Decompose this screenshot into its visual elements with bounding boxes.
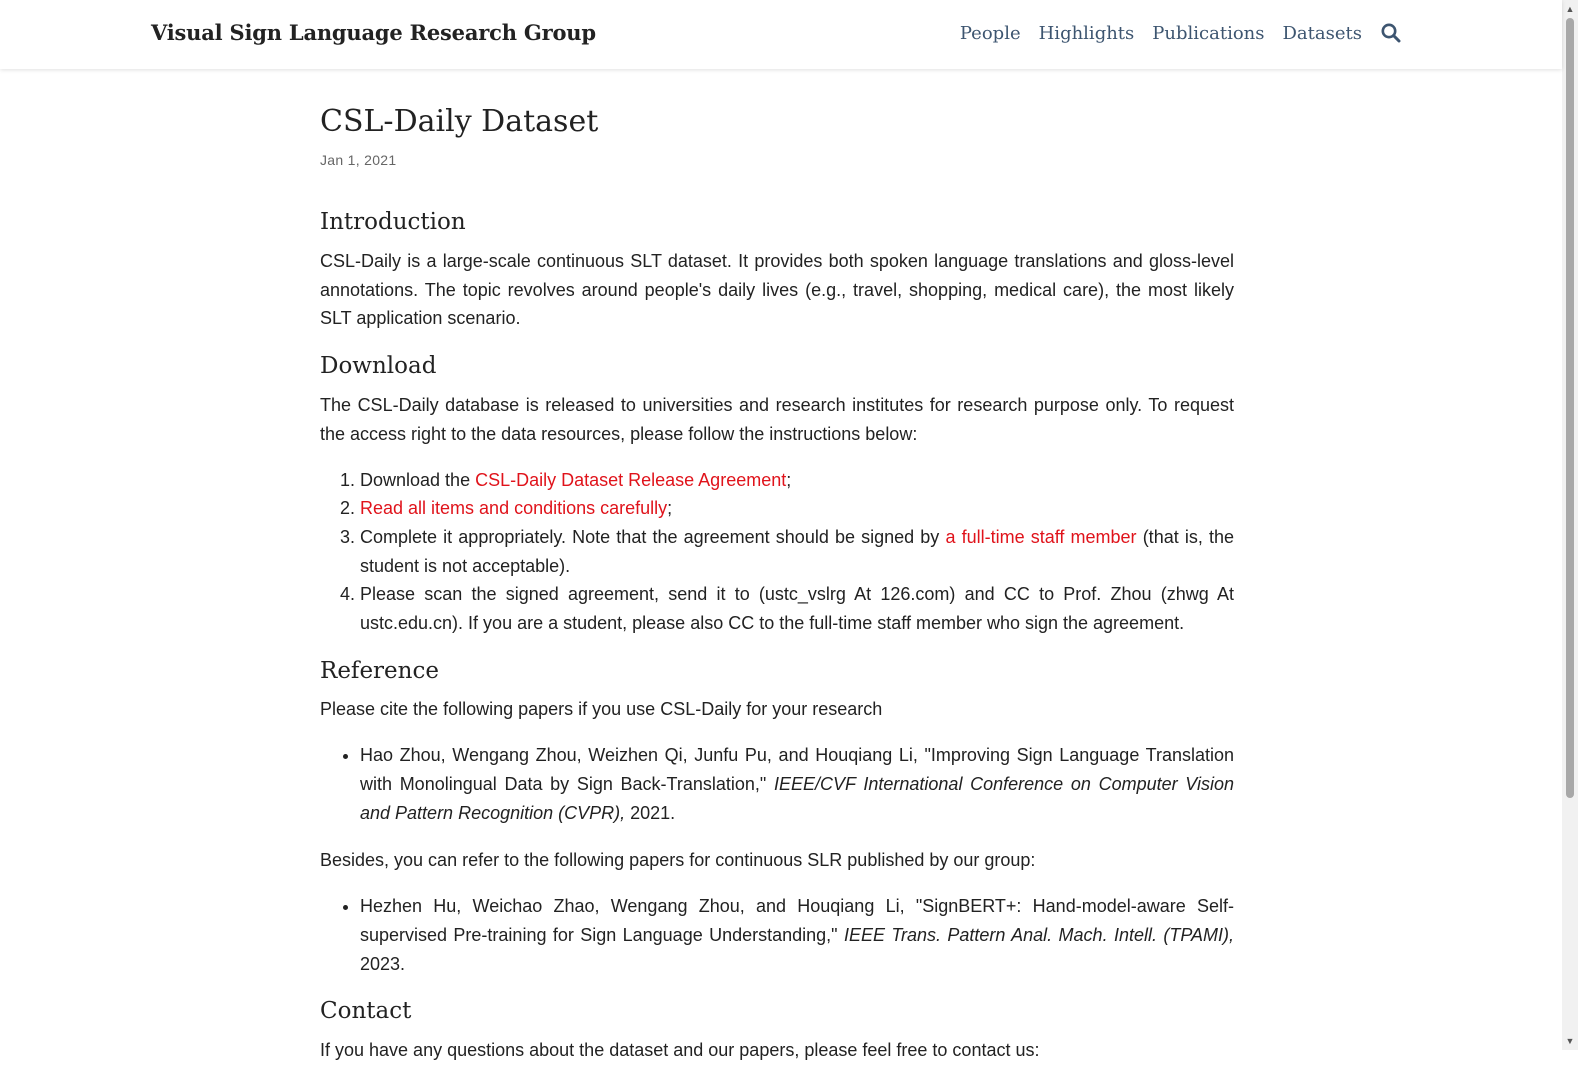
page-title: CSL-Daily Dataset (320, 104, 599, 139)
paper-authors: Hao Zhou, Wengang Zhou, Weizhen Qi, Junfu Pu, and Houqiang Li, "Improving Sign Language Translation with Monolingual Data by Sign Back-Translation," (360, 745, 1234, 795)
step-text: Download the (360, 469, 476, 490)
step-text: ; (786, 469, 792, 490)
paper-year: 2021. (625, 802, 676, 823)
nav-links (960, 22, 1402, 44)
reference-paragraph: Please cite the following papers if you use CSL-Daily for your research (320, 698, 883, 719)
scrollbar[interactable] (1562, 0, 1578, 1050)
reference-list (320, 741, 1234, 827)
paper-year: 2023. (360, 953, 406, 974)
download-steps (320, 466, 1234, 638)
nav-link-datasets[interactable]: Datasets (1282, 22, 1362, 44)
nav-link-publications[interactable]: Publications (1152, 22, 1265, 44)
scroll-down-arrow-icon[interactable]: ▼ (1565, 1036, 1575, 1046)
scrollbar-thumb[interactable] (1566, 18, 1574, 798)
paper-venue: IEEE/CVF International Conference on Computer Vision and Pattern Recognition (CVPR), (360, 774, 1234, 823)
contact-paragraph: If you have any questions about the dataset and our papers, please feel free to contact us: (320, 1040, 1040, 1061)
intro-paragraph: CSL-Daily is a large-scale continuous SLT dataset. It provides both spoken language translations and gloss-level annotations. The topic revolves around people's daily lives (e.g., travel, shopping, medical care), the most likely SLT application scenario. (320, 251, 1234, 329)
step-text: ; (667, 498, 673, 519)
list-item: 4. Please scan the signed agreement, send it to (ustc_vslrg At 126.com) and CC to Prof. Zhou (zhwg At ustc.edu.cn). If you are a student, please also CC to the full-time staff member who sign the agreement. (360, 580, 1234, 637)
related-papers-list (320, 892, 1234, 978)
step-text: Complete it appropriately. Note that the agreement should be signed by (360, 526, 946, 547)
paper-venue: IEEE Trans. Pattern Anal. Mach. Intell. (TPAMI), (843, 924, 1234, 945)
list-item (360, 494, 1234, 523)
list-item (360, 466, 1234, 495)
download-paragraph: The CSL-Daily database is released to universities and research institutes for research purpose only. To request the access right to the data resources, please follow the instructions below: (320, 395, 1234, 444)
conditions-link[interactable]: Read all items and conditions carefully (360, 498, 668, 519)
navbar (0, 0, 1562, 69)
scroll-up-arrow-icon[interactable]: ▲ (1565, 4, 1575, 14)
search-icon[interactable] (1380, 22, 1402, 44)
besides-paragraph: Besides, you can refer to the following papers for continuous SLR published by our group: (320, 849, 1036, 870)
heading-introduction: Introduction (320, 209, 466, 235)
staff-member-link[interactable]: a full-time staff member (945, 526, 1137, 547)
site-brand[interactable]: Visual Sign Language Research Group (151, 20, 596, 45)
paper-authors: Hezhen Hu, Weichao Zhao, Wengang Zhou, and Houqiang Li, "SignBERT+: Hand-model-aware Self-supervised Pre-training for Sign Language Understanding," (360, 896, 1234, 945)
nav-link-highlights[interactable]: Highlights (1038, 22, 1135, 44)
article (320, 100, 1234, 1065)
step-text: (that is, the student is not acceptable). (360, 526, 1234, 576)
heading-reference: Reference (320, 657, 439, 684)
heading-download: Download (320, 353, 437, 380)
nav-link-people[interactable]: People (959, 22, 1021, 44)
post-date: Jan 1, 2021 (320, 152, 397, 168)
list-item (360, 741, 1234, 827)
list-item (360, 523, 1234, 580)
list-item (360, 892, 1234, 978)
release-agreement-link[interactable]: CSL-Daily Dataset Release Agreement (475, 469, 787, 490)
heading-contact: Contact (320, 998, 412, 1025)
